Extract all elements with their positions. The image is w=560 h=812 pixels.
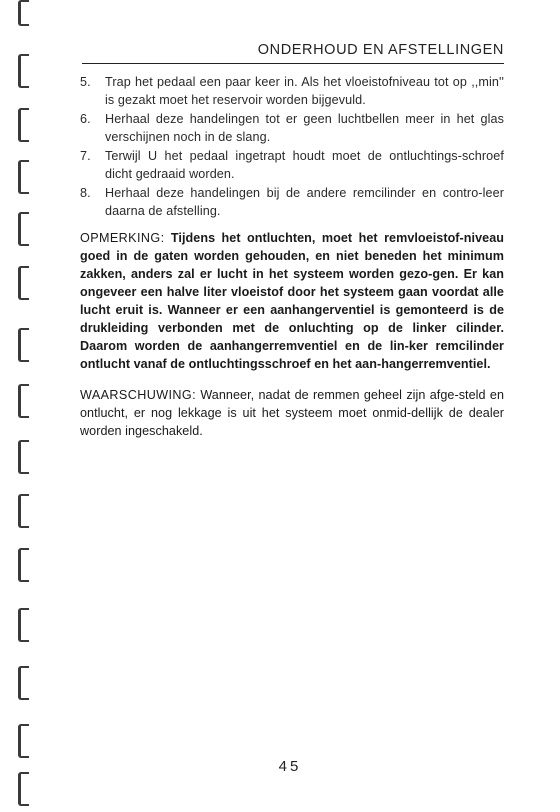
binding-ring — [18, 0, 29, 26]
binding-ring — [18, 54, 29, 88]
warning-text: Wanneer, nadat de remmen geheel zijn afge-steld en ontlucht, er nog lekkage is uit het systeem moet onmid-dellijk de dealer worden ingeschakeld. — [80, 387, 504, 438]
binding-ring — [18, 328, 29, 362]
list-item — [80, 184, 504, 220]
binding-ring — [18, 666, 29, 700]
binding-ring — [18, 212, 29, 246]
steps-list — [80, 73, 504, 220]
step-number: 7. — [80, 149, 91, 163]
spiral-binding — [0, 0, 40, 812]
step-text: Trap het pedaal een paar keer in. Als het vloeistofniveau tot op ,,min'' is gezakt moet het reservoir worden bijgevuld. — [105, 75, 504, 107]
binding-ring — [18, 772, 29, 806]
binding-ring — [18, 384, 29, 418]
header-rule — [82, 63, 504, 64]
page-header: ONDERHOUD EN AFSTELLINGEN — [257, 42, 504, 58]
step-text: Herhaal deze handelingen tot er geen luchtbellen meer in het glas verschijnen noch in de slang. — [105, 112, 504, 144]
binding-ring — [18, 494, 29, 528]
warning-label: WAARSCHUWING: — [80, 387, 196, 402]
note-text: Tijdens het ontluchten, moet het remvloeistof-niveau goed in de gaten worden gehouden, en niet beneden het minimum zakken, anders zal er lucht in het systeem worden gezo-gen. Er kan ongeveer een halve liter vloeistof door het systeem gaan voordat alle lucht eruit is. Wanneer er een aanhangerventiel is gemonteerd is de drukleiding verbonden met de onluchting op de linker cilinder. Daarom worden de aanhangerremventiel en de lin-ker remcilinder ontlucht vanaf de ontluchtingsschroef en het aan-hangerremventiel. — [80, 231, 504, 371]
note-paragraph — [80, 229, 504, 373]
binding-ring — [18, 160, 29, 194]
step-number: 6. — [80, 112, 91, 126]
list-item — [80, 147, 504, 183]
step-number: 5. — [80, 75, 91, 89]
warning-paragraph — [80, 386, 504, 440]
binding-ring — [18, 440, 29, 474]
list-item — [80, 73, 504, 109]
binding-ring — [18, 266, 29, 300]
binding-ring — [18, 724, 29, 758]
binding-ring — [18, 548, 29, 582]
step-text: Herhaal deze handelingen bij de andere remcilinder en contro-leer daarna de afstelling. — [105, 186, 504, 218]
binding-ring — [18, 108, 29, 142]
step-text: Terwijl U het pedaal ingetrapt houdt moet de ontluchtings-schroef dicht gedraaid worden. — [105, 149, 504, 181]
list-item — [80, 110, 504, 146]
page-number: 45 — [278, 758, 302, 775]
binding-ring — [18, 608, 29, 642]
step-number: 8. — [80, 186, 91, 200]
note-label: OPMERKING: — [80, 231, 165, 245]
page-content — [80, 73, 504, 452]
